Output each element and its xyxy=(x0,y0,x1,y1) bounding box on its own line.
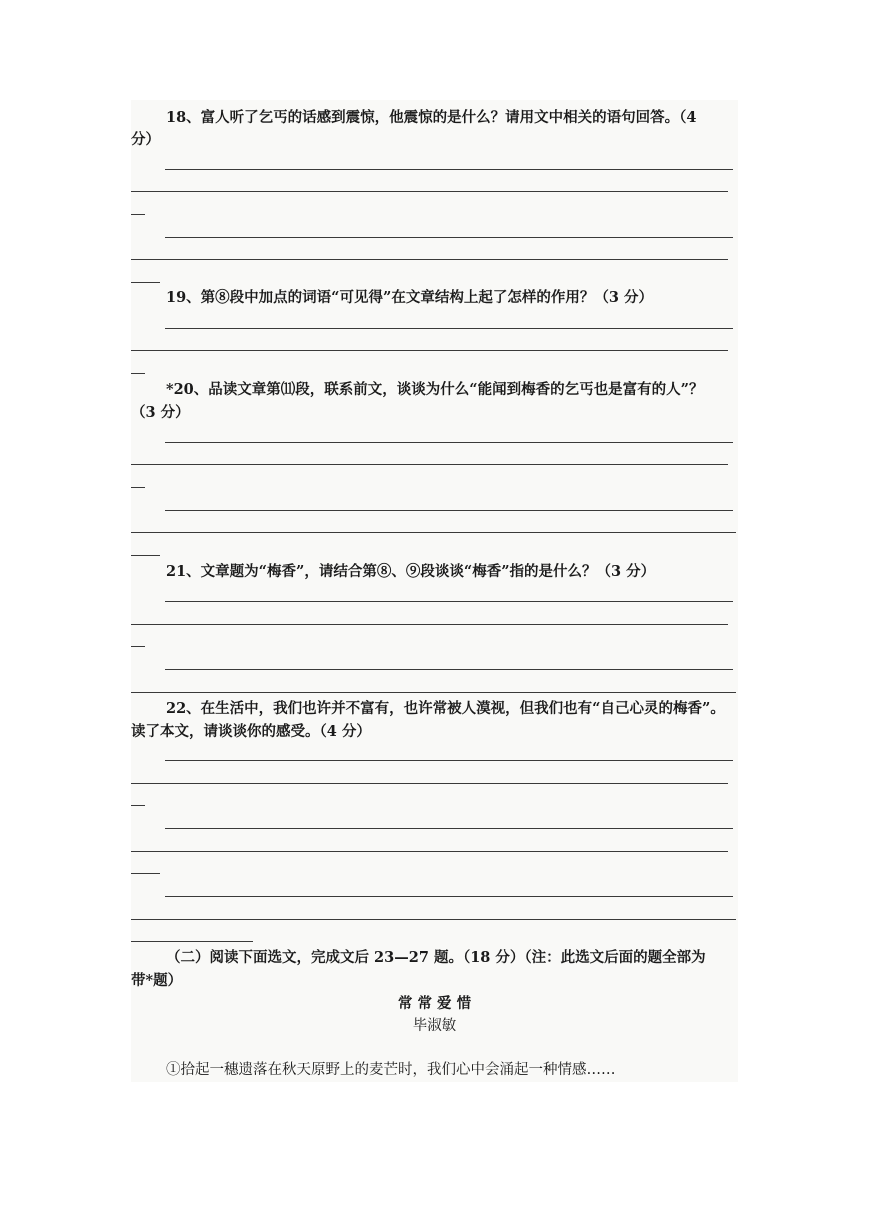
answer-line[interactable] xyxy=(131,692,736,693)
answer-line[interactable] xyxy=(165,669,733,670)
answer-line[interactable] xyxy=(131,624,728,625)
passage-title: 常 常 爱 惜 xyxy=(397,995,472,1012)
question-20-line1: *20、品读文章第⑾段，联系前文，谈谈为什么“能闻到梅香的乞丐也是富有的人”？ xyxy=(166,381,704,398)
worksheet-area xyxy=(131,100,738,1082)
question-18-line1: 18、富人听了乞丐的话感到震惊，他震惊的是什么？请用文中相关的语句回答。（4 xyxy=(166,109,697,126)
answer-line[interactable] xyxy=(131,941,253,942)
answer-line[interactable] xyxy=(165,828,733,829)
answer-line[interactable] xyxy=(131,282,160,283)
passage-author: 毕淑敏 xyxy=(412,1018,457,1034)
question-22-line2: 读了本文，请谈谈你的感受。（4 分） xyxy=(131,723,371,740)
answer-line[interactable] xyxy=(131,805,145,806)
answer-line[interactable] xyxy=(165,237,733,238)
answer-line[interactable] xyxy=(131,646,145,647)
answer-line[interactable] xyxy=(165,896,733,897)
answer-line[interactable] xyxy=(131,259,728,260)
question-18-line2: 分） xyxy=(131,131,160,148)
question-20-line2: （3 分） xyxy=(131,404,190,421)
answer-line[interactable] xyxy=(131,464,728,465)
section-2-instruction-line1: （二）阅读下面选文，完成文后 23—27 题。（18 分）（注：此选文后面的题全部为 xyxy=(166,949,706,966)
answer-line[interactable] xyxy=(165,328,733,329)
answer-line[interactable] xyxy=(165,601,733,602)
question-21-line1: 21、文章题为“梅香”，请结合第⑧、⑨段谈谈“梅香”指的是什么？（3 分） xyxy=(166,563,656,580)
answer-line[interactable] xyxy=(131,851,728,852)
section-2-instruction-line2: 带*题） xyxy=(131,972,183,989)
answer-line[interactable] xyxy=(131,919,736,920)
question-22-line1: 22、在生活中，我们也许并不富有，也许常被人漠视，但我们也有“自己心灵的梅香”。 xyxy=(166,700,725,717)
answer-line[interactable] xyxy=(165,510,733,511)
answer-line[interactable] xyxy=(131,191,728,192)
passage-paragraph-1: ①拾起一穗遗落在秋天原野上的麦芒时，我们心中会涌起一种情感…… xyxy=(166,1062,616,1078)
answer-line[interactable] xyxy=(131,350,728,351)
answer-line[interactable] xyxy=(131,532,736,533)
answer-line[interactable] xyxy=(131,373,145,374)
answer-line[interactable] xyxy=(131,873,160,874)
answer-line[interactable] xyxy=(165,760,733,761)
answer-line[interactable] xyxy=(131,783,728,784)
answer-line[interactable] xyxy=(131,555,160,556)
answer-line[interactable] xyxy=(131,214,145,215)
answer-line[interactable] xyxy=(131,487,145,488)
question-19-line1: 19、第⑧段中加点的词语“可见得”在文章结构上起了怎样的作用？（3 分） xyxy=(166,289,653,306)
answer-line[interactable] xyxy=(165,442,733,443)
answer-line[interactable] xyxy=(165,169,733,170)
